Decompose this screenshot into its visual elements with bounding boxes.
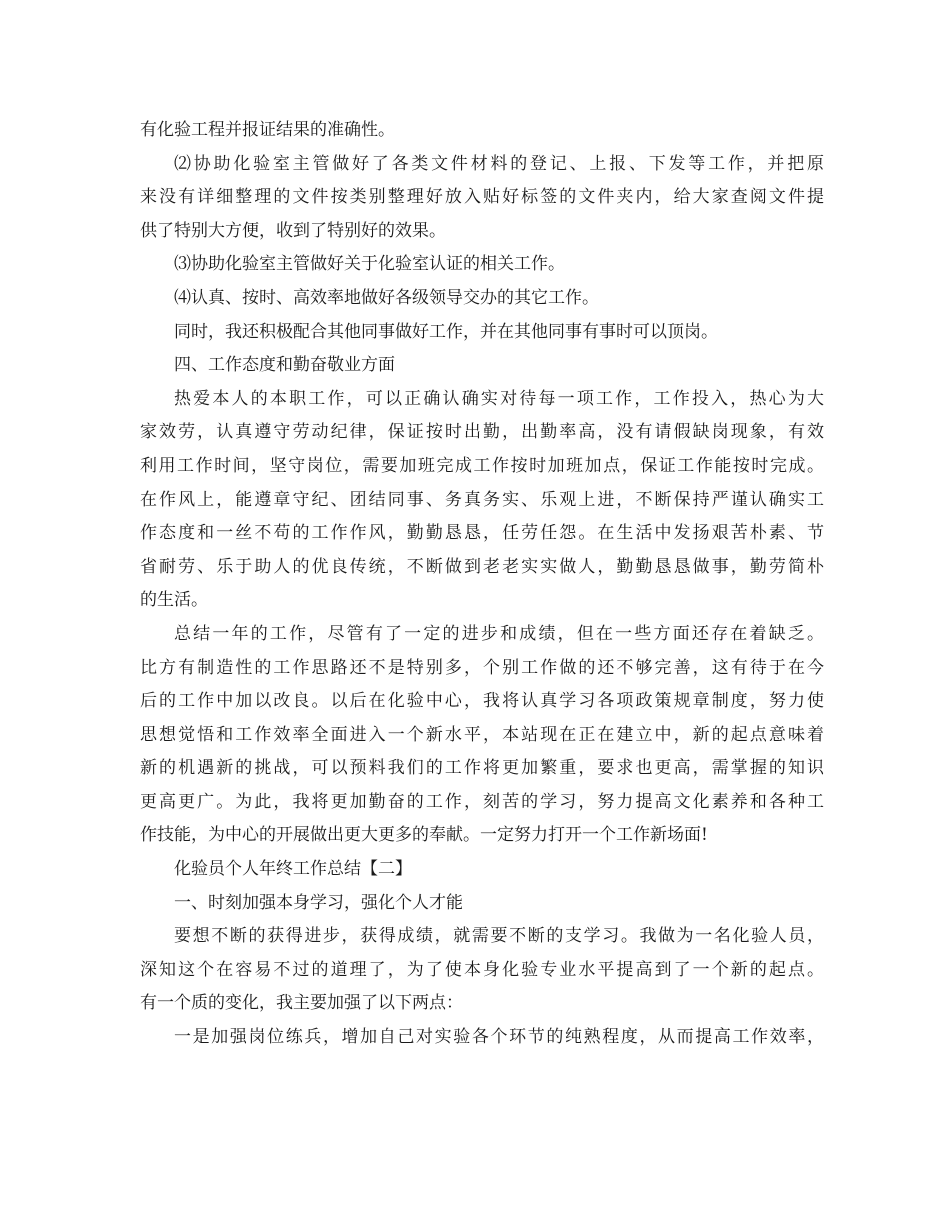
text-line: 家效劳，认真遵守劳动纪律，保证按时出勤，出勤率高，没有请假缺岗现象，有效 <box>140 422 824 443</box>
text-line: 更高更广。为此，我将更加勤奋的工作，刻苦的学习，努力提高文化素养和各种工 <box>140 791 824 812</box>
text-line: 供了特别大方便，收到了特别好的效果。 <box>140 220 446 241</box>
text-line: 有化验工程并报证结果的准确性。 <box>140 120 395 140</box>
text-line: 要想不断的获得进步，获得成绩，就需要不断的支学习。我做为一名化验人员， <box>174 926 824 947</box>
text-line: ⑵协助化验室主管做好了各类文件材料的登记、上报、下发等工作，并把原 <box>174 153 824 174</box>
text-line: ⑷认真、按时、高效率地做好各级领导交办的其它工作。 <box>174 287 599 308</box>
text-line: 一是加强岗位练兵，增加自己对实验各个环节的纯熟程度，从而提高工作效率， <box>174 1027 824 1048</box>
text-line: 作技能，为中心的开展做出更大更多的奉献。一定努力打开一个工作新场面! <box>140 825 708 846</box>
text-line: 总结一年的工作，尽管有了一定的进步和成绩，但在一些方面还存在着缺乏。 <box>174 623 824 644</box>
text-line: 新的机遇新的挑战，可以预料我们的工作将更加繁重，要求也更高，需掌握的知识 <box>140 758 824 779</box>
text-line: 省耐劳、乐于助人的优良传统，不断做到老老实实做人，勤勤恳恳做事，勤劳简朴 <box>140 556 824 577</box>
text-line: 思想觉悟和工作效率全面进入一个新水平，本站现在正在建立中，新的起点意味着 <box>140 724 824 745</box>
text-line: 的生活。 <box>140 590 208 611</box>
text-line: 化验员个人年终工作总结【二】 <box>174 859 412 880</box>
text-line: 同时，我还积极配合其他同事做好工作，并在其他同事有事时可以顶岗。 <box>174 321 718 342</box>
text-line: 热爱本人的本职工作，可以正确认确实对待每一项工作，工作投入，热心为大 <box>174 388 824 409</box>
text-line: ⑶协助化验室主管做好关于化验室认证的相关工作。 <box>174 254 565 275</box>
text-line: 深知这个在容易不过的道理了，为了使本身化验专业水平提高到了一个新的起点。 <box>140 959 824 980</box>
text-line: 比方有制造性的工作思路还不是特别多，个别工作做的还不够完善，这有待于在今 <box>140 657 824 678</box>
text-line: 有一个质的变化，我主要加强了以下两点： <box>140 993 463 1014</box>
text-line: 作态度和一丝不苟的工作作风，勤勤恳恳，任劳任怨。在生活中发扬艰苦朴素、节 <box>140 523 824 544</box>
text-line: 四、工作态度和勤奋敬业方面 <box>174 355 395 376</box>
document-body <box>140 114 824 1055</box>
text-line: 利用工作时间，坚守岗位，需要加班完成工作按时加班加点，保证工作能按时完成。 <box>140 455 824 476</box>
text-line: 后的工作中加以改良。以后在化验中心，我将认真学习各项政策规章制度，努力使 <box>140 691 824 712</box>
text-line: 来没有详细整理的文件按类别整理好放入贴好标签的文件夹内，给大家查阅文件提 <box>140 187 824 208</box>
text-line: 在作风上，能遵章守纪、团结同事、务真务实、乐观上进，不断保持严谨认确实工 <box>140 489 824 510</box>
text-line: 一、时刻加强本身学习，强化个人才能 <box>174 892 463 913</box>
